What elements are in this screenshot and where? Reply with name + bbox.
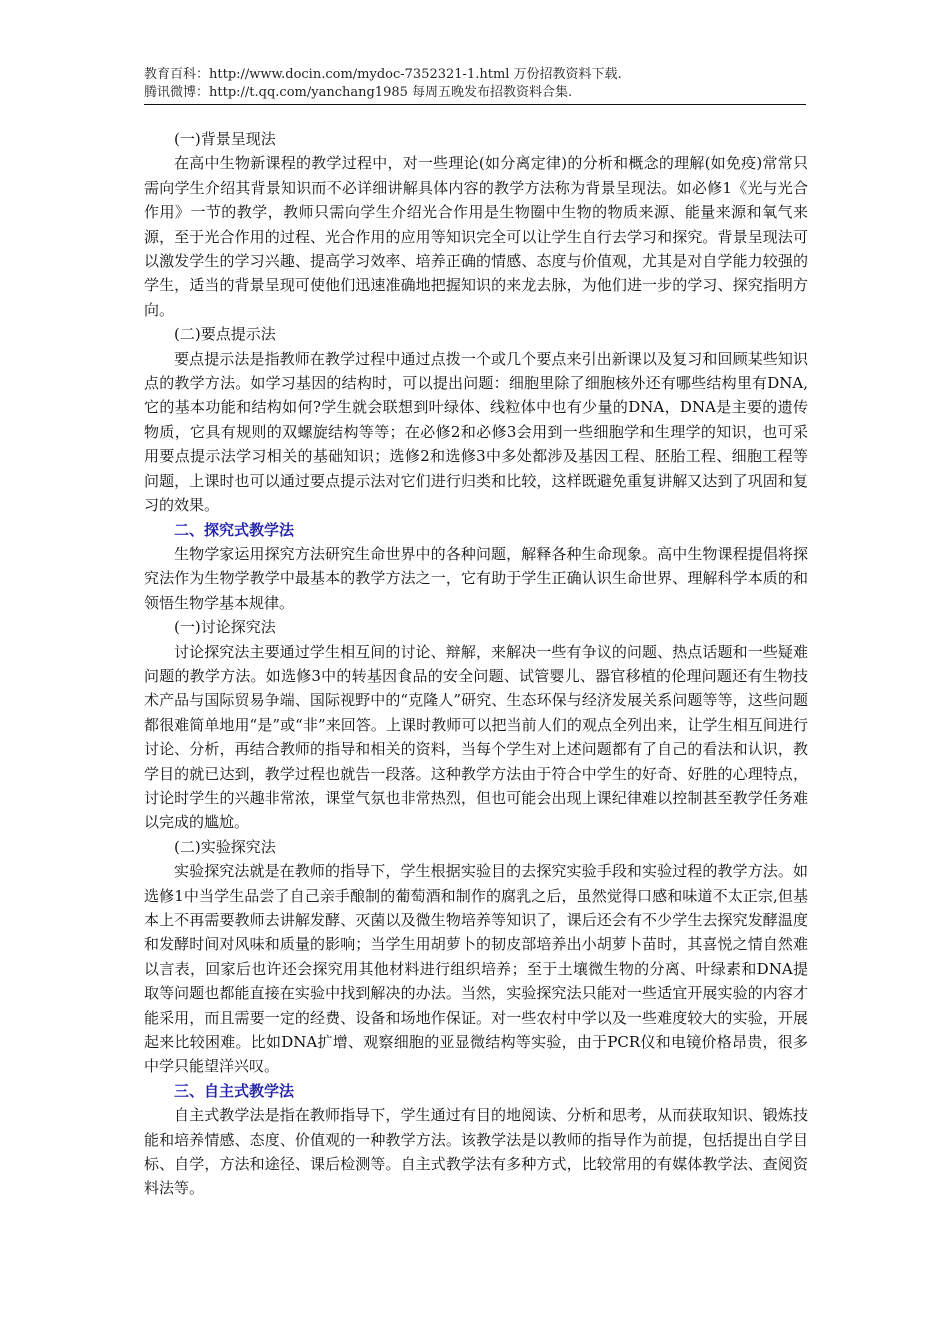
subheading-experiment-inquiry: (二)实验探究法 (174, 837, 276, 856)
paragraph-background-method: 在高中生物新课程的教学过程中，对一些理论(如分离定律)的分析和概念的理解(如免疫)常常只需向学生介绍其背景知识而不必详细讲解具体内容的教学方法称为背景呈现法。如必修1《光与光合作用》一节的教学，教师只需向学生介绍光合作用是生物圈中生物的物质来源、能量来源和氧气来源，至于光合作用的过程、光合作用的应用等知识完全可以让学生自行去学习和探究。背景呈现法可以激发学生的学习兴趣、提高学习效率、培养正确的情感、态度与价值观，尤其是对自学能力较强的学生，适当的背景呈现可使他们迅速准确地把握知识的来龙去脉，为他们进一步的学习、探究指明方向。 (144, 154, 808, 319)
header-line-docin: 教育百科：http://www.docin.com/mydoc-7352321-1.html 万份招教资料下载. (144, 67, 622, 82)
subheading-discussion-inquiry: (一)讨论探究法 (174, 618, 276, 637)
paragraph-experiment-inquiry: 实验探究法就是在教师的指导下，学生根据实验目的去探究实验手段和实验过程的教学方法。如选修1中当学生品尝了自己亲手酿制的葡萄酒和制作的腐乳之后，虽然觉得口感和味道不太正宗,但基本上不再需要教师去讲解发酵、灭菌以及微生物培养等知识了，课后还会有不少学生去探究发酵温度和发酵时间对风味和质量的影响；当学生用胡萝卜的韧皮部培养出小胡萝卜苗时，其喜悦之情自然难以言表，回家后也许还会探究用其他材料进行组织培养；至于土壤微生物的分离、叶绿素和DNA提取等问题也都能直接在实验中找到解决的办法。当然，实验探究法只能对一些适宜开展实验的内容才能采用，而且需要一定的经费、设备和场地作保证。对一些农村中学以及一些难度较大的实验，开展起来比较困难。比如DNA扩增、观察细胞的亚显微结构等实验，由于PCR仪和电镜价格昂贵，很多中学只能望洋兴叹。 (144, 862, 808, 1076)
page-header (144, 66, 806, 105)
paragraph-inquiry-teaching: 生物学家运用探究方法研究生命世界中的各种问题，解释各种生命现象。高中生物课程提倡将探究法作为生物学教学中最基本的教学方法之一，它有助于学生正确认识生命世界、理解科学本质的和领悟生物学基本规律。 (144, 544, 808, 612)
paragraph-key-point-method: 要点提示法是指教师在教学过程中通过点拨一个或几个要点来引出新课以及复习和回顾某些知识点的教学方法。如学习基因的结构时，可以提出问题：细胞里除了细胞核外还有哪些结构里有DNA,它的基本功能和结构如何?学生就会联想到叶绿体、线粒体中也有少量的DNA，DNA是主要的遗传物质，它具有规则的双螺旋结构等等；在必修2和必修3会用到一些细胞学和生理学的知识，也可采用要点提示法学习相关的基础知识；选修2和选修3中多处都涉及基因工程、胚胎工程、细胞工程等问题，上课时也可以通过要点提示法对它们进行归类和比较，这样既避免重复讲解又达到了巩固和复习的效果。 (144, 349, 808, 515)
section-heading-inquiry-teaching: 二、探究式教学法 (174, 520, 295, 539)
paragraph-discussion-inquiry: 讨论探究法主要通过学生相互间的讨论、辩解，来解决一些有争议的问题、热点话题和一些疑难问题的教学方法。如选修3中的转基因食品的安全问题、试管婴儿、器官移植的伦理问题还有生物技术产品与国际贸易争端、国际视野中的“克隆人”研究、生态环保与经济发展关系问题等等，这些问题都很难简单地用“是”或“非”来回答。上课时教师可以把当前人们的观点全列出来，让学生相互间进行讨论、分析，再结合教师的指导和相关的资料，当每个学生对上述问题都有了自己的看法和认识，教学目的就已达到，教学过程也就告一段落。这种教学方法由于符合中学生的好奇、好胜的心理特点，讨论时学生的兴趣非常浓，课堂气氛也非常热烈，但也可能会出现上课纪律难以控制甚至教学任务难以完成的尴尬。 (144, 642, 808, 832)
subheading-key-point-method: (二)要点提示法 (174, 325, 276, 344)
section-heading-autonomous-teaching: 三、自主式教学法 (174, 1081, 295, 1100)
header-line-weibo: 腾讯微博：http://t.qq.com/yanchang1985 每周五晚发布招教资料合集. (144, 85, 573, 100)
subheading-background-method: (一)背景呈现法 (174, 130, 276, 148)
document-body (144, 127, 808, 1201)
paragraph-autonomous-teaching: 自主式教学法是指在教师指导下，学生通过有目的地阅读、分析和思考，从而获取知识、锻炼技能和培养情感、态度、价值观的一种教学方法。该教学法是以教师的指导作为前提，包括提出自学目标、自学，方法和途径、课后检测等。自主式教学法有多种方式，比较常用的有媒体教学法、查阅资料法等。 (144, 1106, 808, 1198)
